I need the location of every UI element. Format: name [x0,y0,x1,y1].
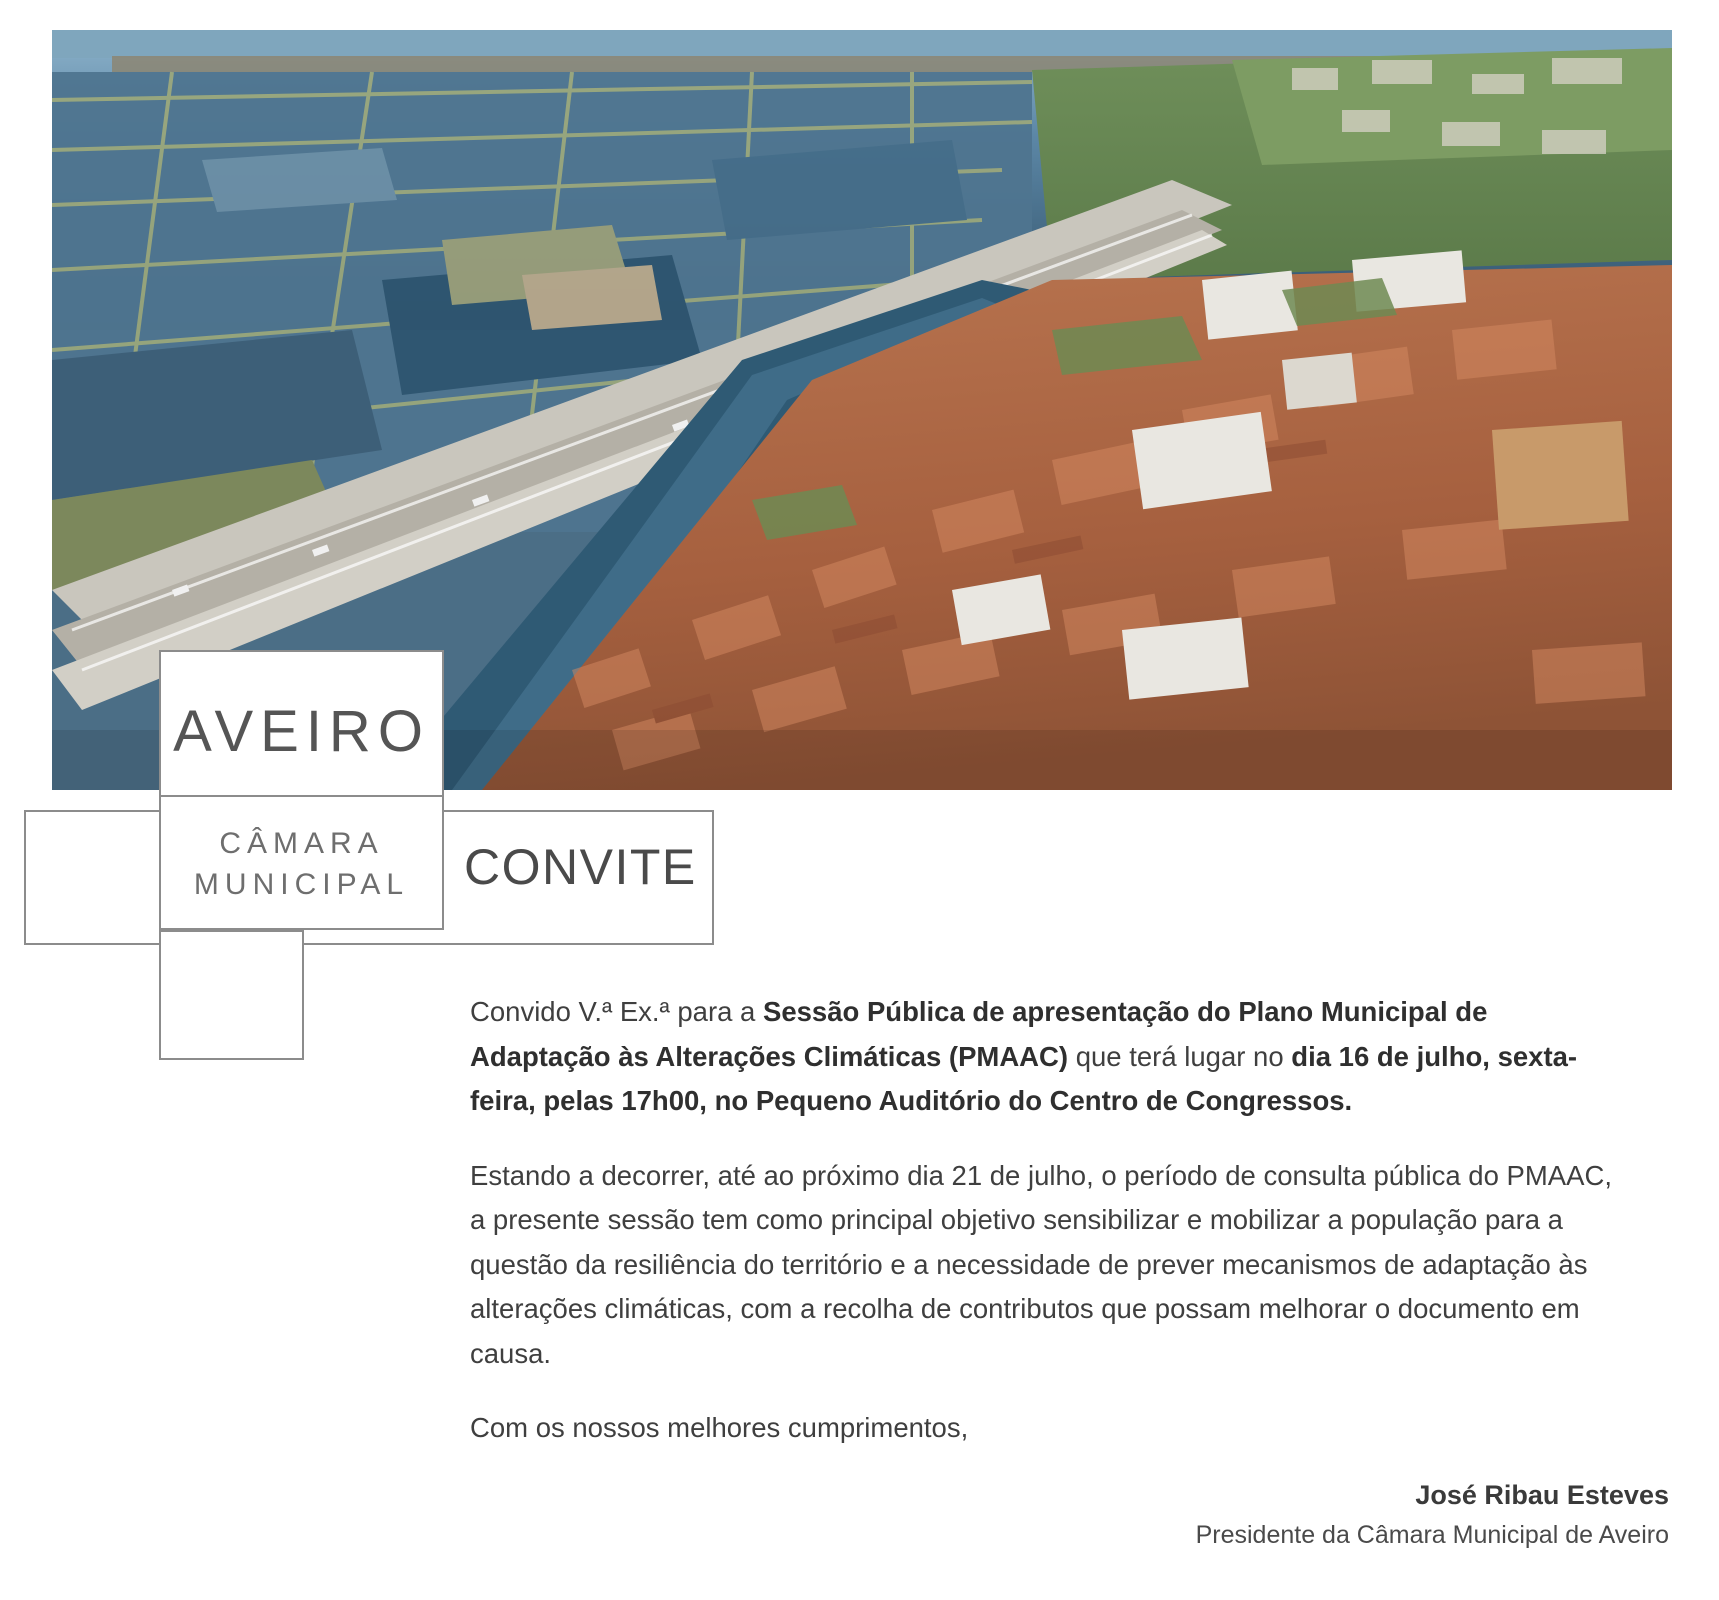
signature-block [769,1480,1669,1550]
logo-city-name: AVEIRO [173,698,430,764]
logo-entity-name [159,802,444,926]
invite-text-lead: Convido V.ª Ex.ª para a [470,996,763,1027]
invitation-body [470,990,1630,1481]
logo-frame-small [159,930,304,1060]
document-type-heading: CONVITE [464,839,697,895]
logo-entity-line2: MUNICIPAL [193,868,410,901]
signatory-name: José Ribau Esteves [1415,1480,1669,1510]
logo-divider [161,795,442,797]
paragraph-context: Estando a decorrer, até ao próximo dia 21 de julho, o período de consulta pública do PMAAC, a presente sessão tem como principal objetivo sensibilizar e mobilizar a população para a questão da resiliência do território e a necessidade de prever mecanismos de adaptação às alterações climáticas, com a recolha de contributos que possam melhorar o documento em causa. [470,1159,1612,1369]
invite-event-datetime: dia 16 de julho, sexta-feira, pelas 17h00, no Pequeno Auditório do Centro de Congressos. [470,1040,1578,1117]
invite-text-mid: que terá lugar no [1068,1040,1292,1072]
paragraph-invitation [470,990,1630,1124]
signatory-role: Presidente da Câmara Municipal de Aveiro [1195,1521,1669,1549]
invite-event-title: Sessão Pública de apresentação do Plano Municipal de Adaptação às Alterações Climáticas (PMAAC) [470,996,1488,1072]
paragraph-closing: Com os nossos melhores cumprimentos, [470,1412,969,1444]
logo-entity-line1: CÂMARA [219,826,384,860]
